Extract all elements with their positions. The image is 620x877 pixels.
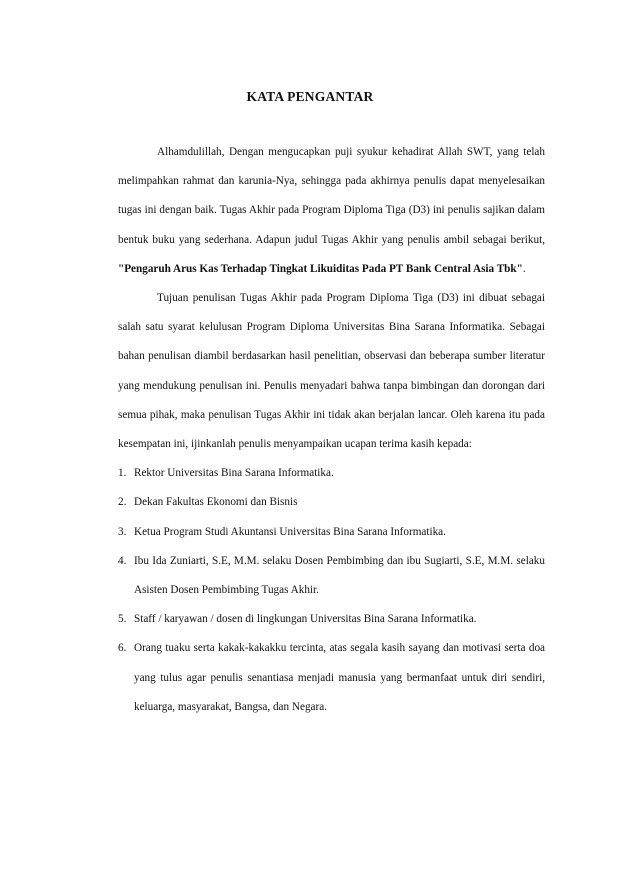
list-item-text: Dekan Fakultas Ekonomi dan Bisnis (134, 496, 298, 509)
page-title: KATA PENGANTAR (246, 89, 374, 104)
intro-text: Alhamdulillah, Dengan mengucapkan puji syukur kehadirat Allah SWT, yang telah melimpahkan rahmat dan karunia-Nya, sehingga pada akhirnya penulis dapat menyelesaikan tugas ini dengan baik. Tugas Akhir pada Program Diploma Tiga (D3) ini penulis sajikan dalam bentuk buku yang sederhana. Adapun judul Tugas Akhir yang penulis ambil sebagai berikut, (118, 146, 545, 246)
intro-paragraph (118, 138, 545, 284)
list-item-number: 1. (118, 467, 127, 480)
list-item-text: Staff / karyawan / dosen di lingkungan Universitas Bina Sarana Informatika. (134, 613, 477, 626)
list-item-text: Ibu Ida Zuniarti, S.E, M.M. selaku Dosen Pembimbing dan ibu Sugiarti, S.E, M.M. selaku Asisten Dosen Pembimbing Tugas Akhir. (134, 554, 545, 597)
list-item-number: 6. (118, 642, 127, 655)
list-item (118, 518, 545, 547)
list-item (118, 547, 545, 605)
intro-text-end: . (522, 262, 526, 275)
list-item-number: 5. (118, 613, 127, 626)
list-item-text: Ketua Program Studi Akuntansi Universitas Bina Sarana Informatika. (134, 525, 446, 538)
list-item-text: Rektor Universitas Bina Sarana Informatika. (134, 467, 334, 480)
list-item-number: 3. (118, 525, 127, 538)
list-item (118, 488, 545, 517)
list-item-number: 2. (118, 496, 127, 509)
list-item (118, 459, 545, 488)
document-body (118, 138, 545, 722)
list-item-number: 4. (118, 554, 127, 567)
purpose-paragraph: Tujuan penulisan Tugas Akhir pada Program Diploma Tiga (D3) ini dibuat sebagai salah satu syarat kelulusan Program Diploma Universitas Bina Sarana Informatika. Sebagai bahan penulisan diambil berdasarkan hasil penelitian, observasi dan beberapa sumber literatur yang mendukung penulisan ini. Penulis menyadari bahwa tanpa bimbingan dan dorongan dari semua pihak, maka penulisan Tugas Akhir ini tidak akan berjalan lancar. Oleh karena itu pada kesempatan ini, ijinkanlah penulis menyampaikan ucapan terima kasih kepada: (118, 292, 545, 451)
thesis-title: "Pengaruh Arus Kas Terhadap Tingkat Likuiditas Pada PT Bank Central Asia Tbk" (118, 262, 523, 275)
list-item (118, 605, 545, 634)
list-item (118, 634, 545, 722)
thanks-list (118, 459, 545, 722)
list-item-text: Orang tuaku serta kakak-kakakku tercinta, atas segala kasih sayang dan motivasi serta doa yang tulus agar penulis senantiasa menjadi manusia yang bermanfaat untuk diri sendiri, keluarga, masyarakat, Bangsa, dan Negara. (134, 642, 545, 713)
